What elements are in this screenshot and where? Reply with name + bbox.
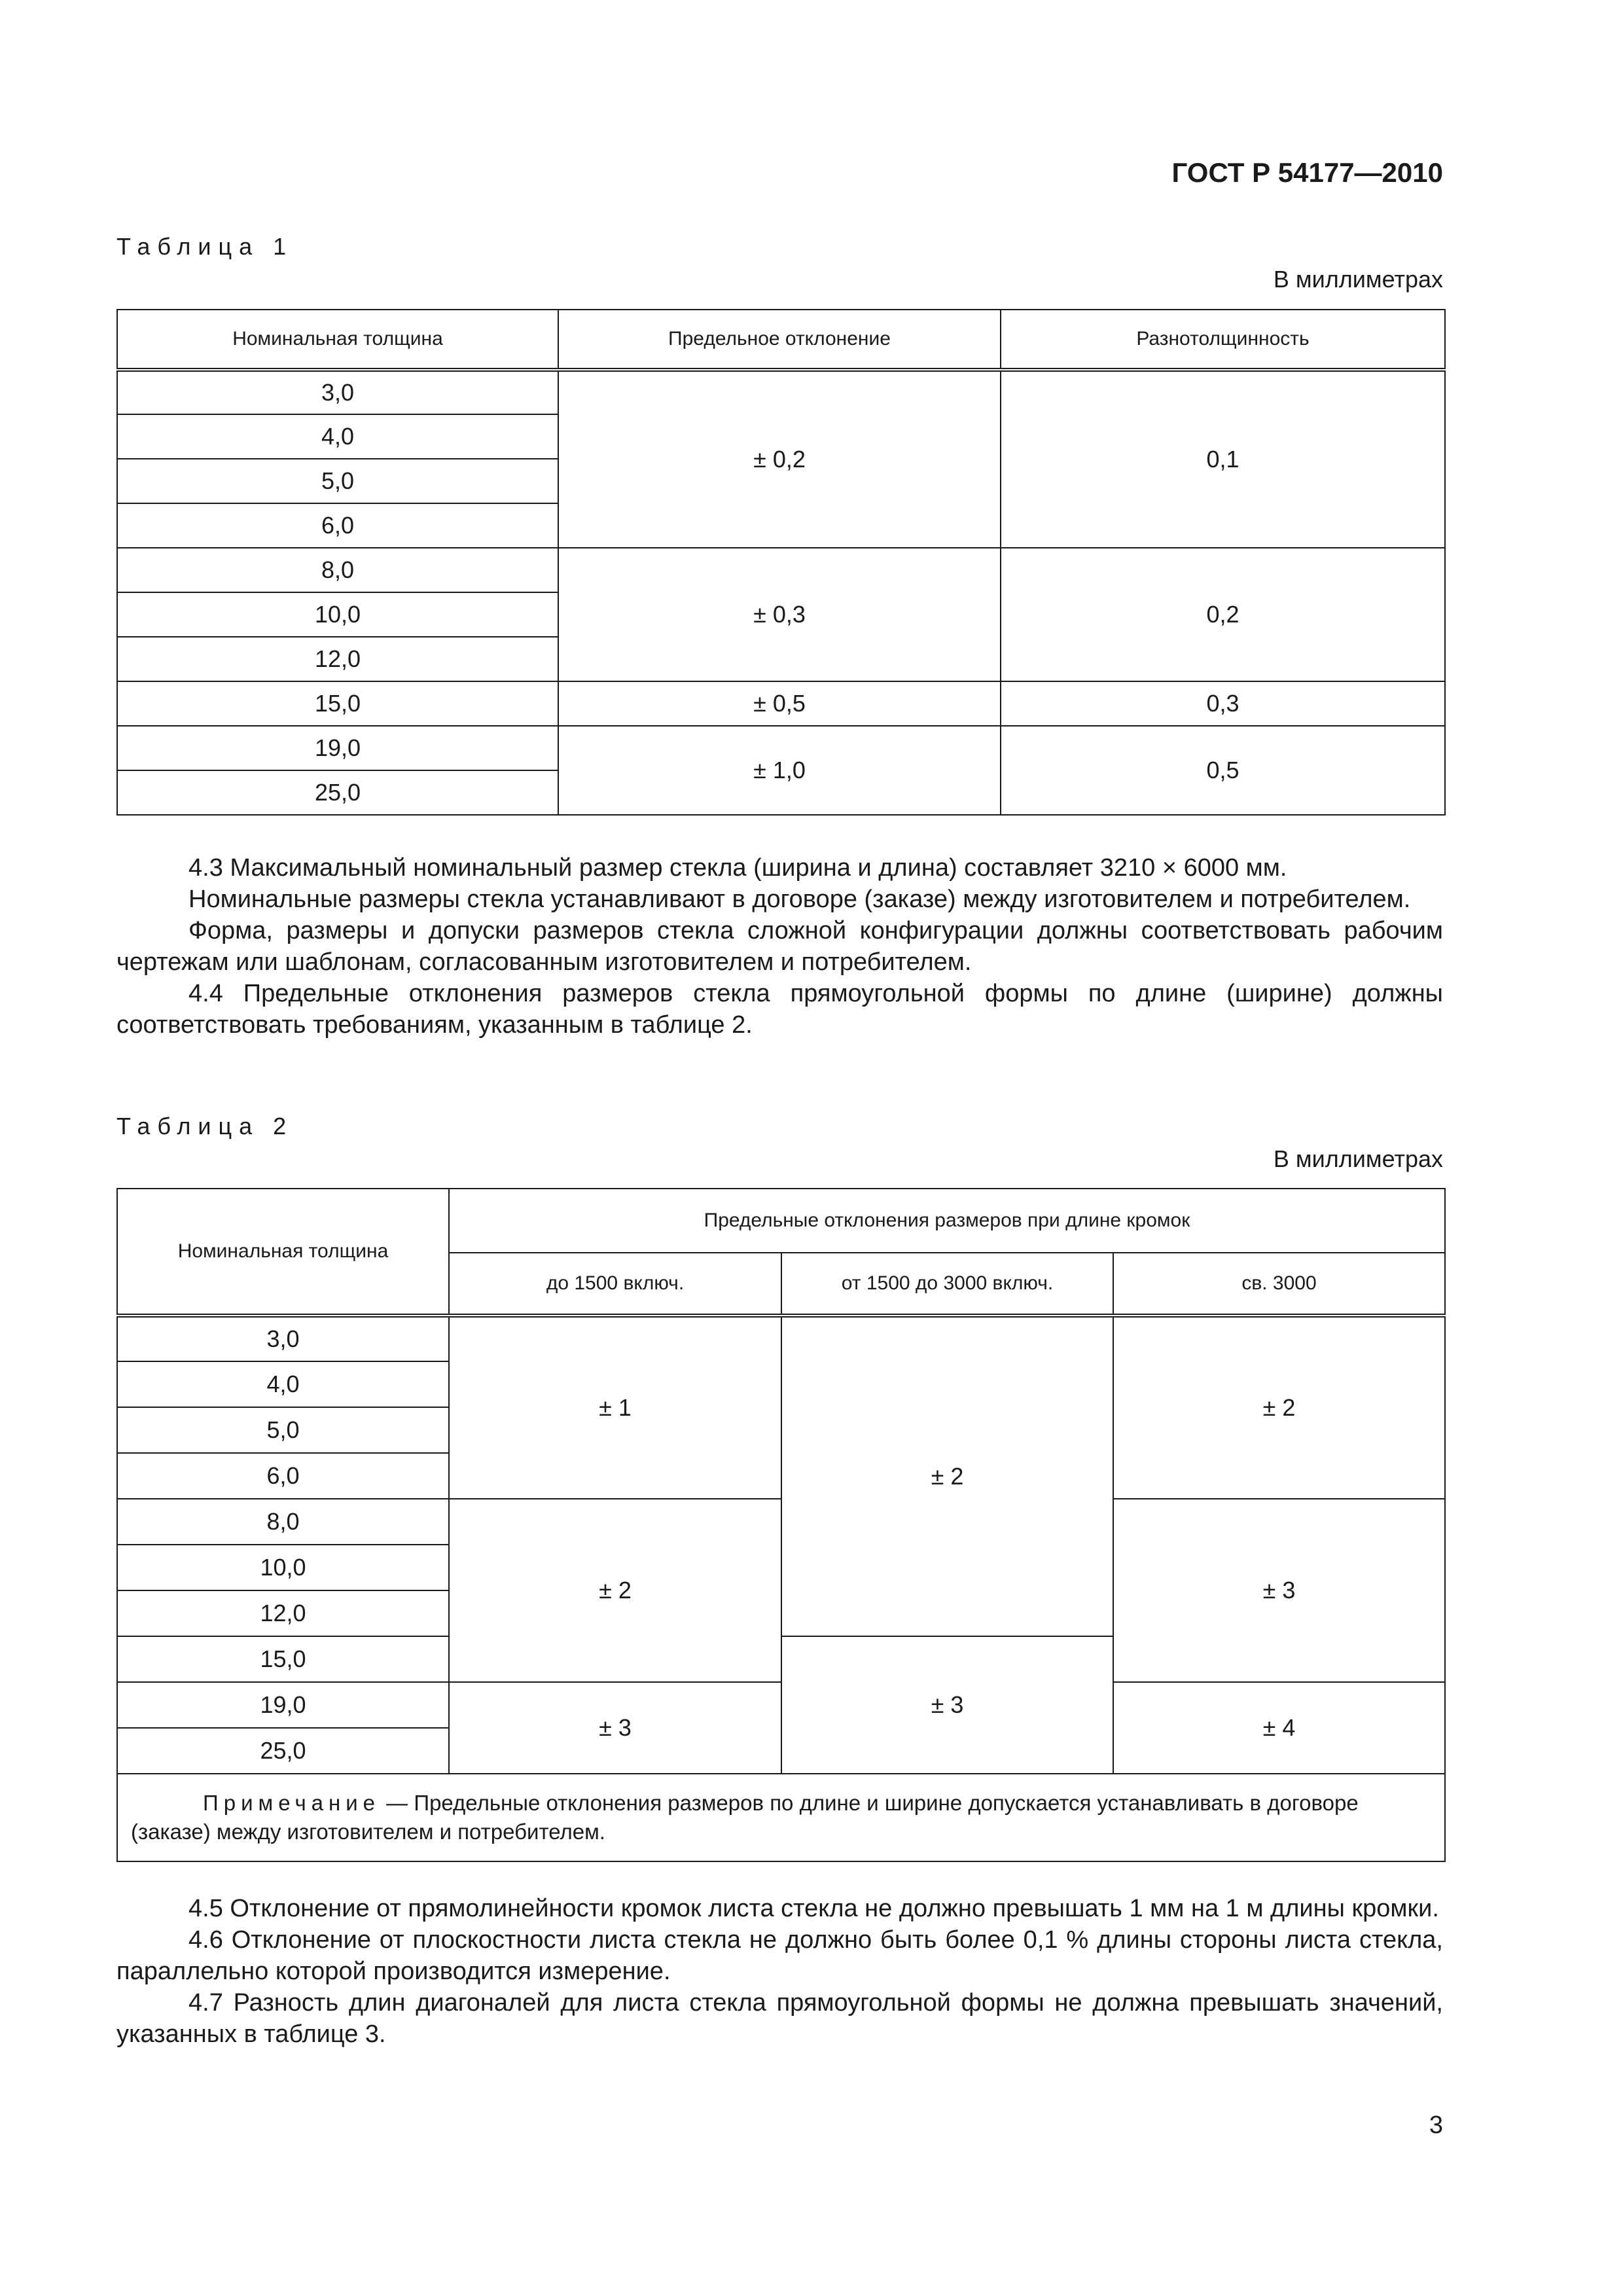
thickness-cell: 6,0 (117, 1453, 449, 1499)
note-label: Примечание (203, 1791, 381, 1815)
table1-units: В миллиметрах (1273, 266, 1443, 293)
thickness-cell: 4,0 (117, 414, 558, 459)
thickness-cell: 19,0 (117, 1682, 449, 1728)
table-row (117, 548, 1445, 592)
paragraph: 4.5 Отклонение от прямолинейности кромок листа стекла не должно превышать 1 мм на 1 м длины кромки. (188, 1895, 1439, 1922)
table-row (117, 1682, 1445, 1728)
thickness-cell: 12,0 (117, 637, 558, 681)
paragraph: Номинальные размеры стекла устанавливают в договоре (заказе) между изготовителем и потребителем. (188, 886, 1411, 913)
thickness-cell: 15,0 (117, 681, 558, 726)
variation-cell: 0,5 (1001, 726, 1445, 815)
thickness-cell: 8,0 (117, 1499, 449, 1545)
thickness-cell: 5,0 (117, 1407, 449, 1453)
thickness-cell: 25,0 (117, 1728, 449, 1774)
deviation-cell: ± 0,2 (558, 370, 1001, 548)
variation-cell: 0,2 (1001, 548, 1445, 681)
document-code: ГОСТ Р 54177—2010 (1171, 157, 1443, 188)
thickness-cell: 4,0 (117, 1361, 449, 1407)
table1-header-deviation: Предельное отклонение (558, 310, 1001, 370)
variation-cell: 0,1 (1001, 370, 1445, 548)
table2-header-row (117, 1189, 1445, 1253)
deviation-cell: ± 0,5 (558, 681, 1001, 726)
table1-header-thickness: Номинальная толщина (117, 310, 558, 370)
deviation-cell: ± 3 (781, 1636, 1113, 1774)
page-number: 3 (1429, 2111, 1443, 2139)
deviation-cell: ± 1 (449, 1316, 781, 1499)
thickness-cell: 8,0 (117, 548, 558, 592)
deviation-cell: ± 2 (1113, 1316, 1445, 1499)
deviation-cell: ± 4 (1113, 1682, 1445, 1774)
thickness-cell: 25,0 (117, 770, 558, 815)
paragraph: 4.7 Разность длин диагоналей для листа стекла прямоугольной формы не должна превышать значений, указанных в таблице 3. (116, 1989, 1443, 2048)
deviation-cell: ± 2 (449, 1499, 781, 1682)
table-row (117, 726, 1445, 770)
paragraph: 4.3 Максимальный номинальный размер стекла (ширина и длина) составляет 3210 × 6000 мм. (188, 854, 1287, 882)
deviation-cell: ± 3 (449, 1682, 781, 1774)
table2-caption: Таблица 2 (116, 1113, 294, 1139)
table1 (116, 309, 1446, 816)
thickness-cell: 5,0 (117, 459, 558, 503)
table-row (117, 681, 1445, 726)
table2-subheader-up-to-1500: до 1500 включ. (449, 1253, 781, 1316)
deviation-cell: ± 0,3 (558, 548, 1001, 681)
thickness-cell: 15,0 (117, 1636, 449, 1682)
table2-note (117, 1774, 1445, 1861)
table2-header-thickness: Номинальная толщина (117, 1189, 449, 1316)
table1-header-row (117, 310, 1445, 370)
thickness-cell: 12,0 (117, 1590, 449, 1636)
table2-note-row (117, 1774, 1445, 1861)
table-row (117, 1499, 1445, 1545)
table1-caption: Таблица 1 (116, 233, 294, 260)
deviation-cell: ± 1,0 (558, 726, 1001, 815)
variation-cell: 0,3 (1001, 681, 1445, 726)
thickness-cell: 10,0 (117, 592, 558, 637)
thickness-cell: 6,0 (117, 503, 558, 548)
paragraph: 4.4 Предельные отклонения размеров стекла прямоугольной формы по длине (ширине) должны соответствовать требованиям, указанным в таблице 2. (116, 980, 1443, 1039)
section-text-mid (116, 852, 1443, 1041)
note-text: — Предельные отклонения размеров по длине и ширине допускается устанавливать в договоре (заказе) между изготовителем и потребителем. (131, 1791, 1359, 1844)
table1-header-variation: Разнотолщинность (1001, 310, 1445, 370)
section-text-end (116, 1893, 1443, 2050)
thickness-cell: 19,0 (117, 726, 558, 770)
table2-subheader-over-3000: св. 3000 (1113, 1253, 1445, 1316)
table2-header-group: Предельные отклонения размеров при длине кромок (449, 1189, 1445, 1253)
table2-subheader-1500-3000: от 1500 до 3000 включ. (781, 1253, 1113, 1316)
table2-units: В миллиметрах (1273, 1145, 1443, 1172)
thickness-cell: 10,0 (117, 1545, 449, 1590)
thickness-cell: 3,0 (117, 1316, 449, 1361)
table2 (116, 1188, 1446, 1862)
paragraph: 4.6 Отклонение от плоскостности листа стекла не должно быть более 0,1 % длины стороны листа стекла, параллельно которой производится измерение. (116, 1926, 1443, 1985)
deviation-cell: ± 2 (781, 1316, 1113, 1636)
table-row (117, 370, 1445, 414)
deviation-cell: ± 3 (1113, 1499, 1445, 1682)
table-row (117, 1316, 1445, 1361)
thickness-cell: 3,0 (117, 370, 558, 414)
paragraph: Форма, размеры и допуски размеров стекла сложной конфигурации должны соответствовать рабочим чертежам или шаблонам, согласованным изготовителем и потребителем. (116, 917, 1443, 976)
